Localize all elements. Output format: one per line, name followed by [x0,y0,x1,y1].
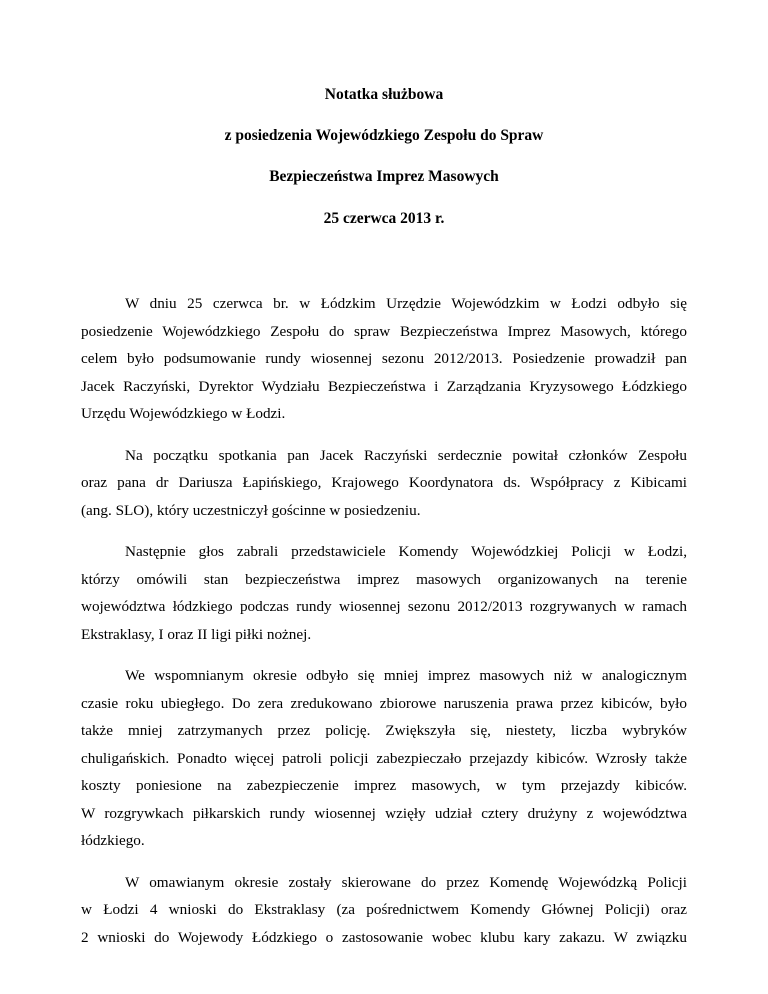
paragraph-welcome [81,442,687,525]
paragraph-line: W dniu 25 czerwca br. w Łódzkim Urzędzie Wojewódzkim w Łodzi odbyło się [125,295,687,312]
paragraph-line: Ekstraklasy, I oraz II ligi piłki nożnej. [81,625,312,643]
paragraph-line: 2 wnioski do Wojewody Łódzkiego o zastosowanie wobec klubu kary zakazu. W związku [81,928,687,946]
paragraph-line: województwa łódzkiego podczas rundy wiosennej sezonu 2012/2013 rozgrywanych w ramach [81,598,687,615]
paragraph-line: Na początku spotkania pan Jacek Raczyński serdecznie powitał członków Zespołu [125,446,687,464]
paragraph-line: oraz pana dr Dariusza Łapińskiego, Krajowego Koordynatora ds. Współpracy z Kibicami [81,474,687,491]
paragraph-line: w Łodzi 4 wnioski do Ekstraklasy (za pośrednictwem Komendy Głównej Policji) oraz [81,901,687,918]
paragraph-meeting-intro [81,290,687,428]
paragraph-line: łódzkiego. [81,832,145,849]
paragraph-line: celem było podsumowanie rundy wiosennej sezonu 2012/2013. Posiedzenie prowadził pan [81,350,687,367]
paragraph-police-report [81,538,687,648]
paragraph-line: Następnie głos zabrali przedstawiciele Komendy Wojewódzkiej Policji w Łodzi, [125,543,687,560]
paragraph-line: W rozgrywkach piłkarskich rundy wiosennej wzięły udział cztery drużyny z województwa [81,804,687,822]
paragraph-line: Jacek Raczyński, Dyrektor Wydziału Bezpieczeństwa i Zarządzania Kryzysowego Łódzkiego [81,377,687,395]
document-subtitle-line-1: z posiedzenia Wojewódzkiego Zespołu do Spraw [224,127,544,144]
paragraph-line: koszty poniesione na zabezpieczenie imprez masowych, w tym przejazdy kibiców. [81,777,687,794]
paragraph-motions [81,869,687,952]
paragraph-line: czasie roku ubiegłego. Do zera zredukowano zbiorowe naruszenia prawa przez kibiców, było [81,694,687,712]
document-body [81,290,687,965]
paragraph-statistics [81,662,687,855]
document-subtitle-line-2: Bezpieczeństwa Imprez Masowych [269,168,499,185]
paragraph-line: Urzędu Wojewódzkiego w Łodzi. [81,405,286,422]
paragraph-line: (ang. SLO), który uczestniczył gościnne w posiedzeniu. [81,501,421,519]
paragraph-line: We wspomnianym okresie odbyło się mniej imprez masowych niż w analogicznym [125,667,687,684]
paragraph-line: W omawianym okresie zostały skierowane do przez Komendę Wojewódzką Policji [125,873,687,891]
paragraph-line: chuligańskich. Ponadto więcej patroli policji zabezpieczało przejazdy kibiców. Wzrosły także [81,749,687,767]
paragraph-line: posiedzenie Wojewódzkiego Zespołu do spraw Bezpieczeństwa Imprez Masowych, którego [81,322,687,340]
paragraph-line: którzy omówili stan bezpieczeństwa imprez masowych organizowanych na terenie [81,570,687,588]
document-title: Notatka służbowa [324,86,444,103]
paragraph-line: także mniej zatrzymanych przez policję. Zwiększyła się, niestety, liczba wybryków [81,722,687,739]
document-date: 25 czerwca 2013 r. [323,210,445,227]
